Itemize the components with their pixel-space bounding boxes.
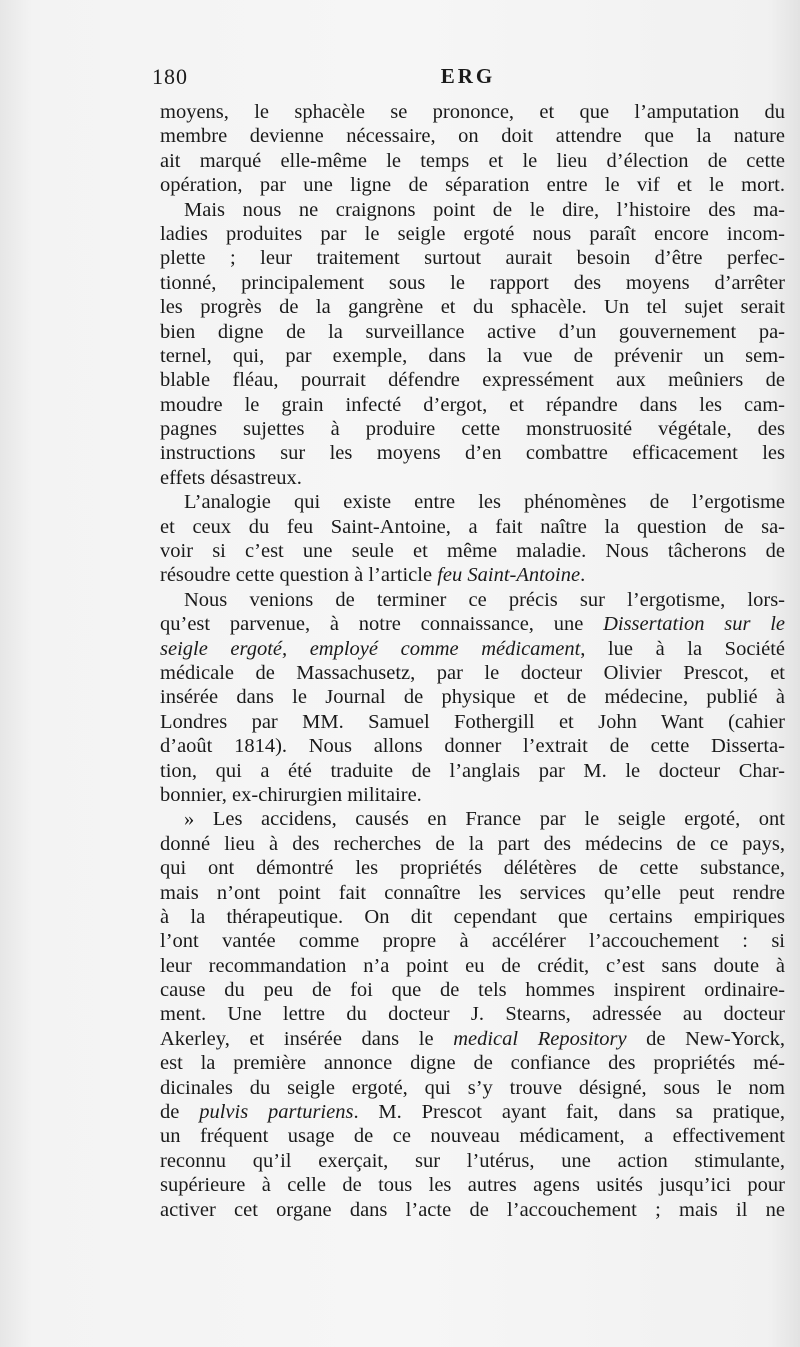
text-run: . M. Prescot ayant fait, dans sa pratique,: [353, 1101, 785, 1124]
text-line: bien digne de la surveillance active d’un gouvernement pa-: [160, 320, 785, 343]
text-line: tionné, principalement sous le rapport des moyens d’arrêter: [160, 271, 785, 294]
text-line: les progrès de la gangrène et du sphacèle. Un tel sujet serait: [160, 296, 785, 319]
text-line: donné lieu à des recherches de la part des médecins de ce pays,: [160, 832, 785, 855]
text-line: et ceux du feu Saint-Antoine, a fait naître la question de sa-: [160, 515, 785, 538]
running-head: ERG: [440, 64, 496, 88]
text-line: membre devienne nécessaire, on doit attendre que la nature: [160, 125, 785, 148]
text-line: activer cet organe dans l’acte de l’accouchement ; mais il ne: [160, 1198, 785, 1221]
text-line: ait marqué elle-même le temps et le lieu d’élection de cette: [160, 149, 785, 172]
text-line: instructions sur les moyens d’en combattre efficacement les: [160, 442, 785, 465]
text-line: moudre le grain infecté d’ergot, et répandre dans les cam-: [160, 393, 785, 416]
text-line: ment. Une lettre du docteur J. Stearns, adressée au docteur: [160, 1003, 785, 1026]
text-line: L’analogie qui existe entre les phénomènes de l’ergotisme: [184, 491, 785, 514]
text-line: est la première annonce digne de confiance des propriétés mé-: [160, 1052, 785, 1075]
text-line: à la thérapeutique. On dit cependant que certains empiriques: [160, 905, 785, 928]
text-line: [160, 637, 785, 661]
text-line: Mais nous ne craignons point de le dire, l’histoire des ma-: [184, 198, 785, 221]
text-line: Nous venions de terminer ce précis sur l’ergotisme, lors-: [184, 588, 785, 611]
page-header: [152, 64, 784, 94]
text-line: tion, qui a été traduite de l’anglais par M. le docteur Char-: [160, 759, 785, 782]
text-line: blable fléau, pourrait défendre expressément aux meûniers de: [160, 369, 785, 392]
text-line: mais n’ont point fait connaître les services qu’elle peut rendre: [160, 881, 785, 904]
italic-run: medical Repository: [453, 1027, 627, 1050]
text-line: cause du peu de foi que de tels hommes inspirent ordinaire-: [160, 979, 785, 1002]
text-line: » Les accidens, causés en France par le seigle ergoté, ont: [184, 808, 785, 831]
text-line: [160, 1100, 785, 1124]
text-run: de: [160, 1101, 200, 1124]
italic-run: pulvis parturiens: [199, 1101, 354, 1124]
text-line: Londres par MM. Samuel Fothergill et John Want (cahier: [160, 710, 785, 733]
text-line: effets désastreux.: [160, 466, 302, 489]
text-line: reconnu qu’il exerçait, sur l’utérus, une action stimulante,: [160, 1149, 785, 1172]
text-run: résoudre cette question à l’article: [160, 564, 438, 587]
italic-run: seigle ergoté, employé comme médicament: [160, 637, 581, 660]
text-run: de New-Yorck,: [626, 1027, 785, 1050]
text-line: bonnier, ex-chirurgien militaire.: [160, 783, 422, 806]
text-line: dicinales du seigle ergoté, qui s’y trouve désigné, sous le nom: [160, 1076, 785, 1099]
text-line: supérieure à celle de tous les autres agens usités jusqu’ici pour: [160, 1174, 785, 1197]
italic-run: Dissertation sur le: [603, 613, 785, 636]
text-run: , lue à la Société: [580, 637, 786, 660]
text-line: d’août 1814). Nous allons donner l’extrait de cette Disserta-: [160, 735, 785, 758]
text-line: insérée dans le Journal de physique et de médecine, publié à: [160, 686, 785, 709]
text-run: qu’est parvenue, à notre connaissance, une: [160, 613, 604, 636]
text-line: leur recommandation n’a point eu de crédit, c’est sans doute à: [160, 954, 785, 977]
text-line: [160, 1027, 785, 1051]
text-line: opération, par une ligne de séparation entre le vif et le mort.: [160, 174, 785, 197]
text-line: pagnes sujettes à produire cette monstruosité végétale, des: [160, 418, 785, 441]
body-text: [160, 100, 785, 1222]
text-line: l’ont vantée comme propre à accélérer l’accouchement : si: [160, 930, 785, 953]
text-line: qui ont démontré les propriétés délétères de cette substance,: [160, 857, 785, 880]
text-line: médicale de Massachusetz, par le docteur Olivier Prescot, et: [160, 661, 785, 684]
text-run: .: [580, 564, 586, 587]
italic-run: feu Saint-Antoine: [437, 564, 581, 587]
text-line: [160, 612, 785, 636]
text-line: [160, 563, 785, 587]
page-number: 180: [152, 64, 188, 89]
text-line: ladies produites par le seigle ergoté nous paraît encore incom-: [160, 222, 785, 245]
text-line: ternel, qui, par exemple, dans la vue de prévenir un sem-: [160, 344, 785, 367]
text-line: un fréquent usage de ce nouveau médicament, a effectivement: [160, 1125, 785, 1148]
text-line: moyens, le sphacèle se prononce, et que l’amputation du: [160, 101, 785, 123]
text-line: voir si c’est une seule et même maladie. Nous tâcherons de: [160, 540, 785, 563]
text-run: Akerley, et insérée dans le: [160, 1027, 454, 1050]
text-line: plette ; leur traitement surtout aurait besoin d’être perfec-: [160, 247, 785, 270]
